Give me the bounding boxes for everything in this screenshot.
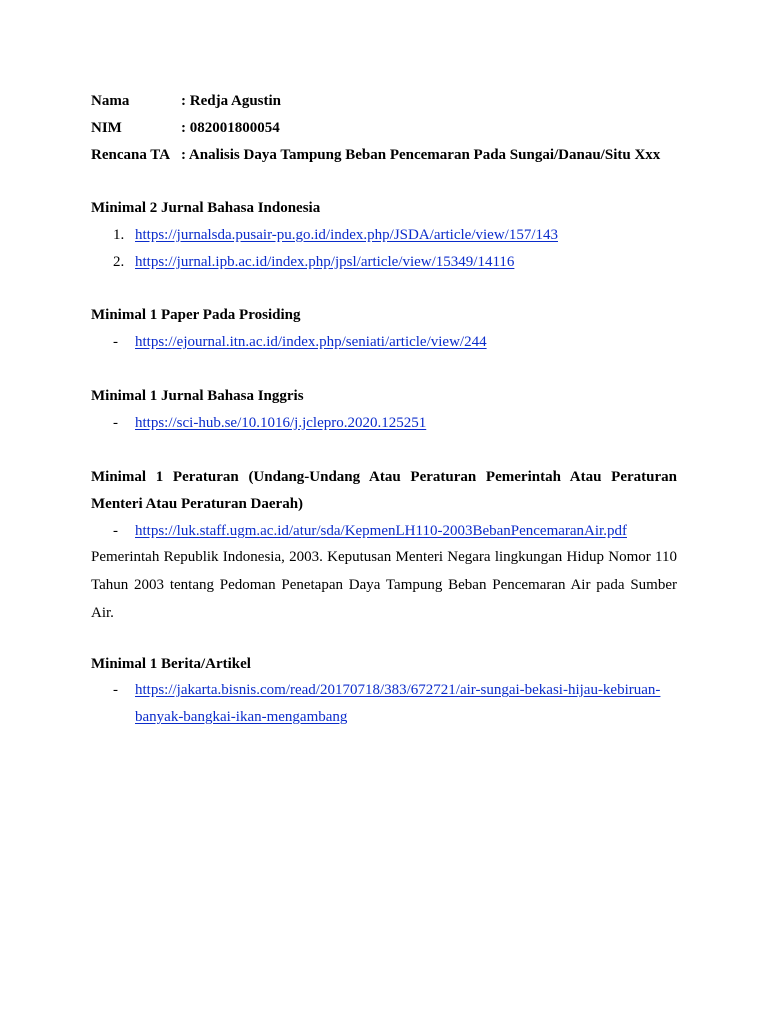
info-label: Rencana TA xyxy=(91,147,171,163)
reference-link[interactable]: https://jakarta.bisnis.com/read/20170718/383/672721/air-sungai-bekasi-hijau-kebiruan-banyak-bangkai-ikan-mengambang xyxy=(135,682,661,725)
info-label: Nama xyxy=(91,93,130,109)
info-row-rencana-ta xyxy=(91,142,677,169)
info-value: : Redja Agustin xyxy=(181,93,282,109)
reference-link[interactable]: https://jurnal.ipb.ac.id/index.php/jpsl/article/view/15349/14116 xyxy=(135,254,515,270)
list-marker: - xyxy=(113,523,118,539)
info-row-nama xyxy=(91,88,677,115)
list-marker: 2. xyxy=(113,254,125,270)
regulation-citation: Pemerintah Republik Indonesia, 2003. Keputusan Menteri Negara lingkungan Hidup Nomor 110 Tahun 2003 tentang Pedoman Penetapan Daya Tampung Beban Pencemaran Air pada Sumber Air. xyxy=(91,549,677,621)
list-berita xyxy=(91,677,677,731)
info-label: NIM xyxy=(91,120,122,136)
list-marker: - xyxy=(113,334,118,350)
reference-link[interactable]: https://ejournal.itn.ac.id/index.php/seniati/article/view/244 xyxy=(135,334,487,350)
list-item xyxy=(91,410,677,437)
list-jurnal-indonesia xyxy=(91,222,677,276)
list-item xyxy=(91,222,677,249)
reference-link[interactable]: https://jurnalsda.pusair-pu.go.id/index.php/JSDA/article/view/157/143 xyxy=(135,227,558,243)
section-heading-berita: Minimal 1 Berita/Artikel xyxy=(91,656,251,672)
info-row-nim xyxy=(91,115,677,142)
student-info xyxy=(91,88,677,169)
section-heading-jurnal-indonesia: Minimal 2 Jurnal Bahasa Indonesia xyxy=(91,200,321,216)
list-marker: - xyxy=(113,682,118,698)
list-prosiding xyxy=(91,329,677,356)
list-item xyxy=(91,329,677,356)
list-marker: 1. xyxy=(113,227,125,243)
list-jurnal-inggris xyxy=(91,410,677,437)
list-item xyxy=(91,677,677,731)
list-peraturan xyxy=(91,518,677,545)
list-marker: - xyxy=(113,415,118,431)
reference-link[interactable]: https://sci-hub.se/10.1016/j.jclepro.2020.125251 xyxy=(135,415,427,431)
section-heading-prosiding: Minimal 1 Paper Pada Prosiding xyxy=(91,307,301,323)
list-item xyxy=(91,249,677,276)
list-item xyxy=(91,518,677,545)
section-heading-peraturan: Minimal 1 Peraturan (Undang-Undang Atau Peraturan Pemerintah Atau Peraturan Menteri Atau Peraturan Daerah) xyxy=(91,469,677,512)
info-value: : 082001800054 xyxy=(181,120,280,136)
info-value: : Analisis Daya Tampung Beban Pencemaran Pada Sungai/Danau/Situ Xxx xyxy=(181,147,661,163)
reference-link[interactable]: https://luk.staff.ugm.ac.id/atur/sda/KepmenLH110-2003BebanPencemaranAir.pdf xyxy=(135,523,627,539)
section-heading-jurnal-inggris: Minimal 1 Jurnal Bahasa Inggris xyxy=(91,388,304,404)
